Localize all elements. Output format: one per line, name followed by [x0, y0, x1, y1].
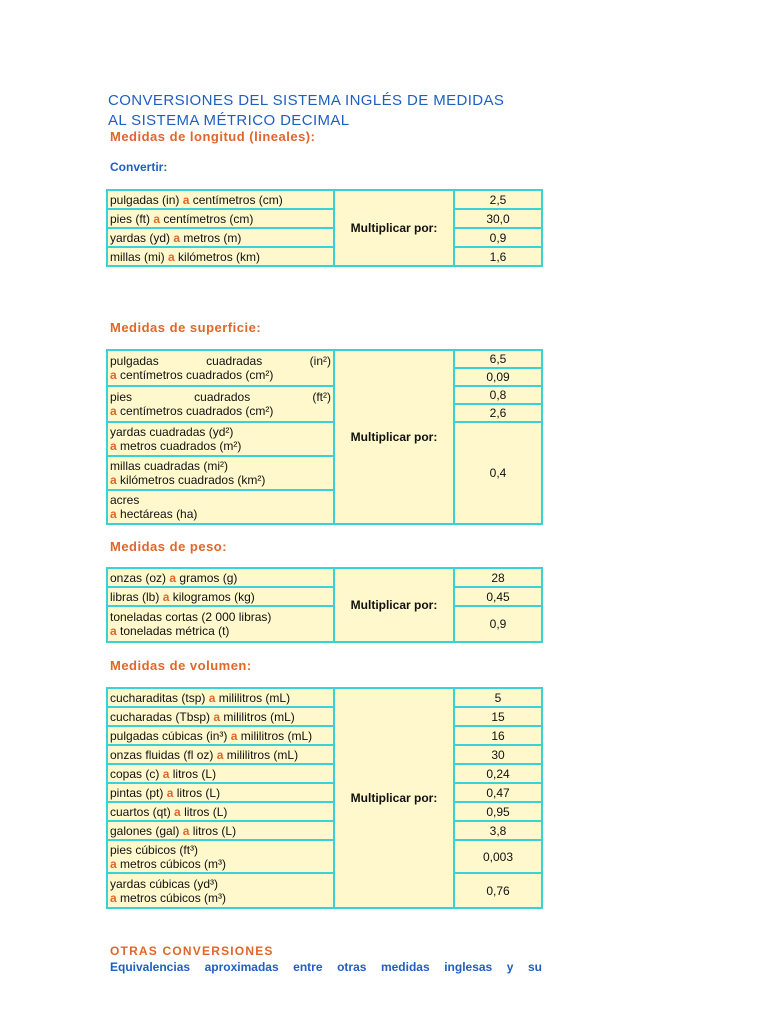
conversion-factor: 2,6 — [454, 404, 542, 422]
conversion-unit: yardas cúbicas (yd³) a metros cúbicos (m³) — [107, 873, 334, 908]
conversion-unit: pies (ft) a centímetros (cm) — [107, 209, 334, 228]
conversion-unit: onzas fluidas (fl oz) a mililitros (mL) — [107, 745, 334, 764]
conversion-unit: pintas (pt) a litros (L) — [107, 783, 334, 802]
conversion-factor: 0,45 — [454, 587, 542, 606]
conversion-factor: 0,4 — [454, 422, 542, 524]
conversion-unit: cucharaditas (tsp) a mililitros (mL) — [107, 688, 334, 707]
conversion-unit: yardas (yd) a metros (m) — [107, 228, 334, 247]
conversion-unit: toneladas cortas (2 000 libras) a toneladas métrica (t) — [107, 606, 334, 642]
weight-conversion-table — [106, 567, 543, 643]
conversion-unit: cuartos (qt) a litros (L) — [107, 802, 334, 821]
conversion-factor: 0,9 — [454, 228, 542, 247]
section-heading-longitud: Medidas de longitud (lineales): — [110, 129, 316, 144]
conversion-unit: pies cúbicos (ft³) a metros cúbicos (m³) — [107, 840, 334, 873]
area-conversion-table — [106, 349, 543, 525]
conversion-factor: 0,003 — [454, 840, 542, 873]
section-heading-volumen: Medidas de volumen: — [110, 658, 252, 673]
conversion-factor: 0,8 — [454, 386, 542, 404]
conversion-factor: 28 — [454, 568, 542, 587]
conversion-factor: 1,6 — [454, 247, 542, 266]
conversion-factor: 0,95 — [454, 802, 542, 821]
section-heading-peso: Medidas de peso: — [110, 539, 228, 554]
conversion-factor: 0,47 — [454, 783, 542, 802]
conversion-factor: 0,09 — [454, 368, 542, 386]
section-heading-otras: OTRAS CONVERSIONES — [110, 944, 274, 958]
section-heading-superficie: Medidas de superficie: — [110, 320, 262, 335]
conversion-unit: millas cuadradas (mi²) a kilómetros cuadrados (km²) — [107, 456, 334, 490]
conversion-unit: pies cuadrados (ft²) a centímetros cuadrados (cm²) — [107, 386, 334, 422]
conversion-factor: 30,0 — [454, 209, 542, 228]
conversion-unit: acres a hectáreas (ha) — [107, 490, 334, 524]
multiplier-label: Multiplicar por: — [334, 350, 454, 524]
conversion-factor: 15 — [454, 707, 542, 726]
volume-conversion-table — [106, 687, 543, 909]
conversion-factor: 0,9 — [454, 606, 542, 642]
conversion-factor: 0,24 — [454, 764, 542, 783]
conversion-unit: millas (mi) a kilómetros (km) — [107, 247, 334, 266]
conversion-unit: onzas (oz) a gramos (g) — [107, 568, 334, 587]
conversion-factor: 16 — [454, 726, 542, 745]
conversion-unit: pulgadas cúbicas (in³) a mililitros (mL) — [107, 726, 334, 745]
convert-label: Convertir: — [110, 160, 168, 174]
conversion-unit: yardas cuadradas (yd²) a metros cuadrados (m²) — [107, 422, 334, 456]
conversion-factor: 3,8 — [454, 821, 542, 840]
otras-description: Equivalencias aproximadas entre otras medidas inglesas y su — [110, 960, 542, 974]
conversion-unit: copas (c) a litros (L) — [107, 764, 334, 783]
multiplier-label: Multiplicar por: — [334, 190, 454, 266]
multiplier-label: Multiplicar por: — [334, 688, 454, 908]
conversion-unit: galones (gal) a litros (L) — [107, 821, 334, 840]
conversion-unit: libras (lb) a kilogramos (kg) — [107, 587, 334, 606]
page-title: CONVERSIONES DEL SISTEMA INGLÉS DE MEDIDAS AL SISTEMA MÉTRICO DECIMAL — [108, 92, 505, 129]
conversion-unit: pulgadas (in) a centímetros (cm) — [107, 190, 334, 209]
conversion-factor: 6,5 — [454, 350, 542, 368]
conversion-unit: cucharadas (Tbsp) a mililitros (mL) — [107, 707, 334, 726]
conversion-factor: 0,76 — [454, 873, 542, 908]
length-conversion-table — [106, 189, 543, 267]
conversion-factor: 5 — [454, 688, 542, 707]
multiplier-label: Multiplicar por: — [334, 568, 454, 642]
conversion-factor: 30 — [454, 745, 542, 764]
conversion-unit: pulgadas cuadradas (in²) a centímetros cuadrados (cm²) — [107, 350, 334, 386]
conversion-factor: 2,5 — [454, 190, 542, 209]
